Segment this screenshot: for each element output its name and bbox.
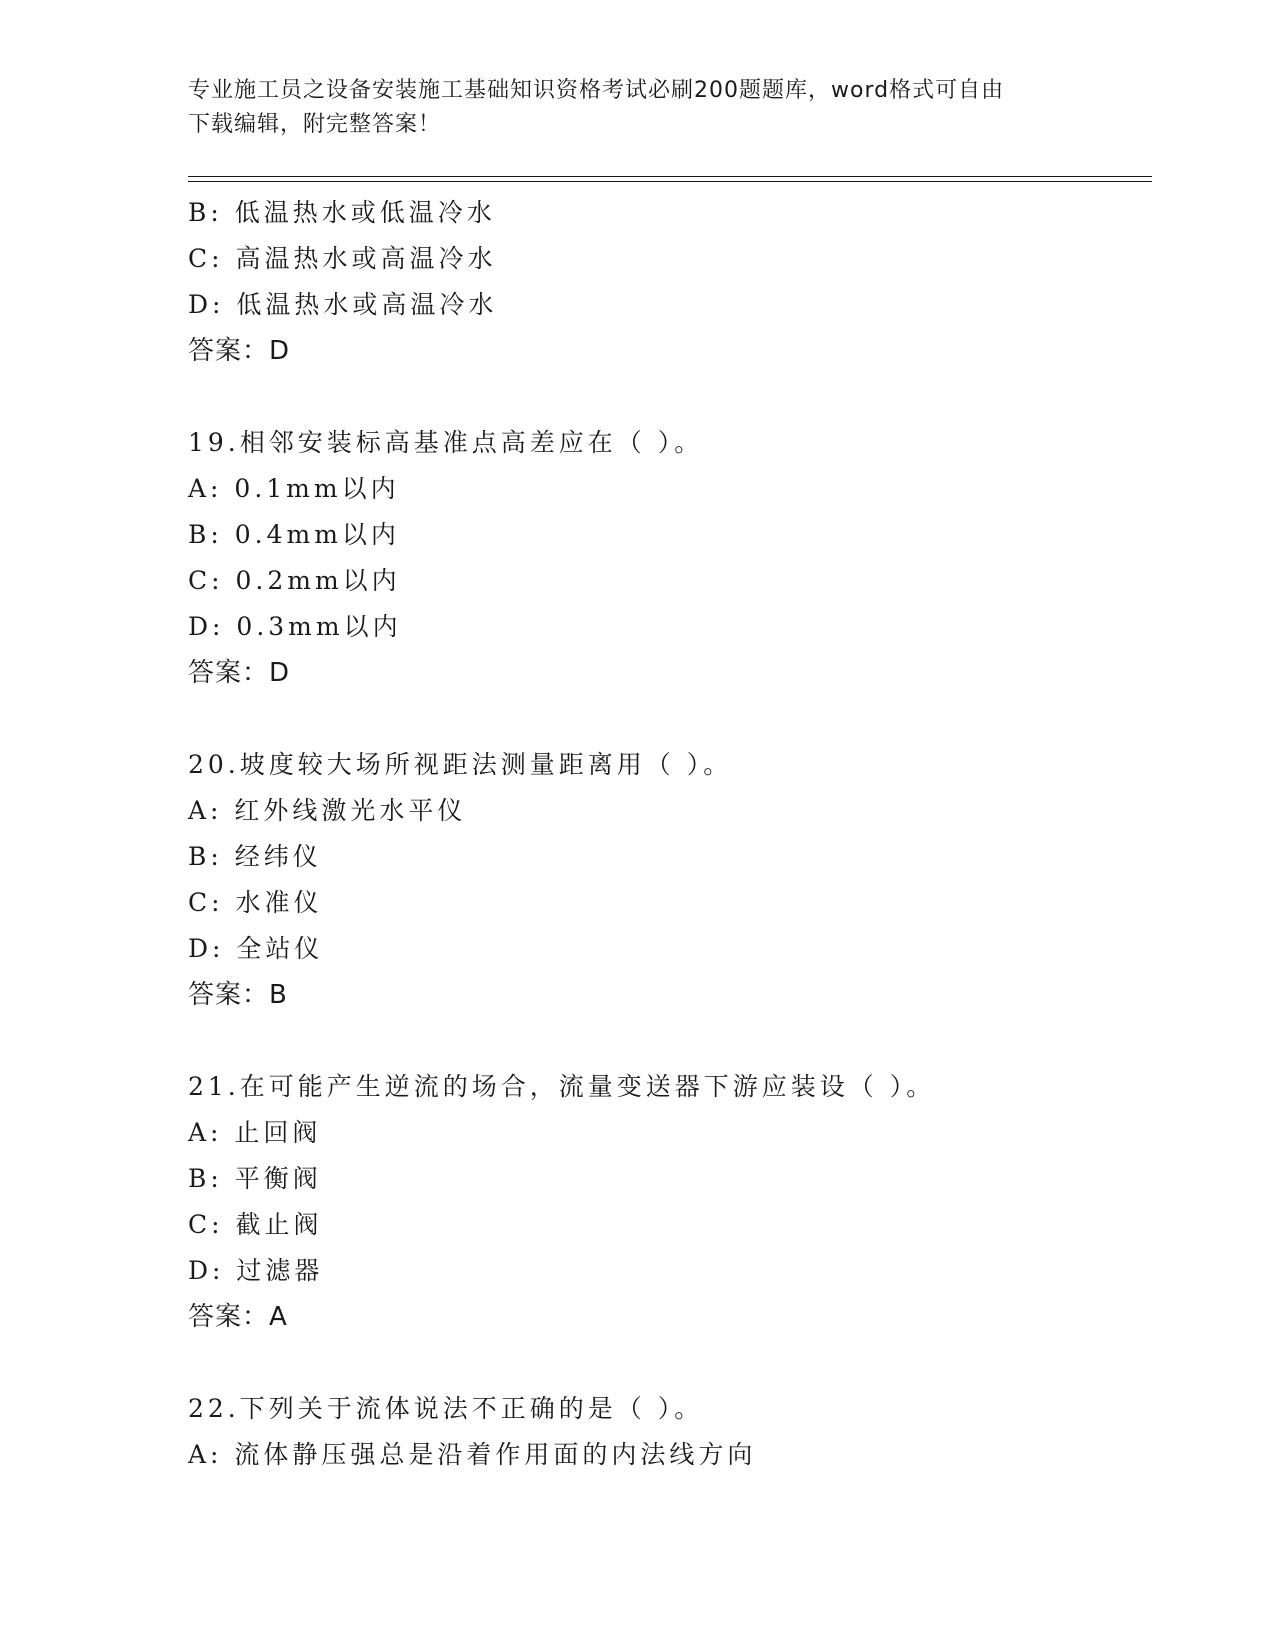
option-b: B: 低温热水或低温冷水	[188, 198, 496, 227]
question-21-block	[188, 1064, 1148, 1340]
option-a: A: 流体静压强总是沿着作用面的内法线方向	[188, 1440, 757, 1469]
spacer	[188, 1018, 1148, 1064]
option-b: B: 0.4mm以内	[188, 520, 400, 549]
option-c: C: 截止阀	[188, 1210, 323, 1239]
option-d: D: 低温热水或高温冷水	[188, 290, 498, 319]
option-d: D: 过滤器	[188, 1256, 324, 1285]
question-text: 19.相邻安装标高基准点高差应在（ ）。	[188, 428, 704, 457]
answer-line: 答案：B	[188, 980, 288, 1010]
question-22-block	[188, 1386, 1148, 1478]
header-divider-bottom	[188, 181, 1152, 182]
question-20-block	[188, 742, 1148, 1018]
option-a: A: 止回阀	[188, 1118, 322, 1147]
question-text: 20.坡度较大场所视距法测量距离用（ ）。	[188, 750, 733, 779]
option-c: C: 高温热水或高温冷水	[188, 244, 497, 273]
option-a: A: 0.1mm以内	[188, 474, 400, 503]
answer-line: 答案：A	[188, 1302, 288, 1332]
spacer	[188, 374, 1148, 420]
option-d: D: 0.3mm以内	[188, 612, 402, 641]
question-text: 22.下列关于流体说法不正确的是（ ）。	[188, 1394, 704, 1423]
option-c: C: 水准仪	[188, 888, 323, 917]
document-header	[188, 74, 1068, 142]
answer-line: 答案：D	[188, 336, 291, 366]
question-19-block	[188, 420, 1148, 696]
spacer	[188, 1340, 1148, 1386]
option-d: D: 全站仪	[188, 934, 324, 963]
option-b: B: 平衡阀	[188, 1164, 322, 1193]
question-18-block	[188, 190, 1148, 374]
header-line-2: 下载编辑，附完整答案！	[188, 112, 442, 137]
header-divider-top	[188, 176, 1152, 177]
answer-line: 答案：D	[188, 658, 291, 688]
question-text: 21.在可能产生逆流的场合，流量变送器下游应装设（ ）。	[188, 1072, 936, 1101]
option-a: A: 红外线激光水平仪	[188, 796, 467, 825]
option-b: B: 经纬仪	[188, 842, 322, 871]
header-line-1: 专业施工员之设备安装施工基础知识资格考试必刷200题题库，word格式可自由	[188, 78, 1005, 103]
question-list	[188, 190, 1148, 1478]
spacer	[188, 696, 1148, 742]
option-c: C: 0.2mm以内	[188, 566, 401, 595]
